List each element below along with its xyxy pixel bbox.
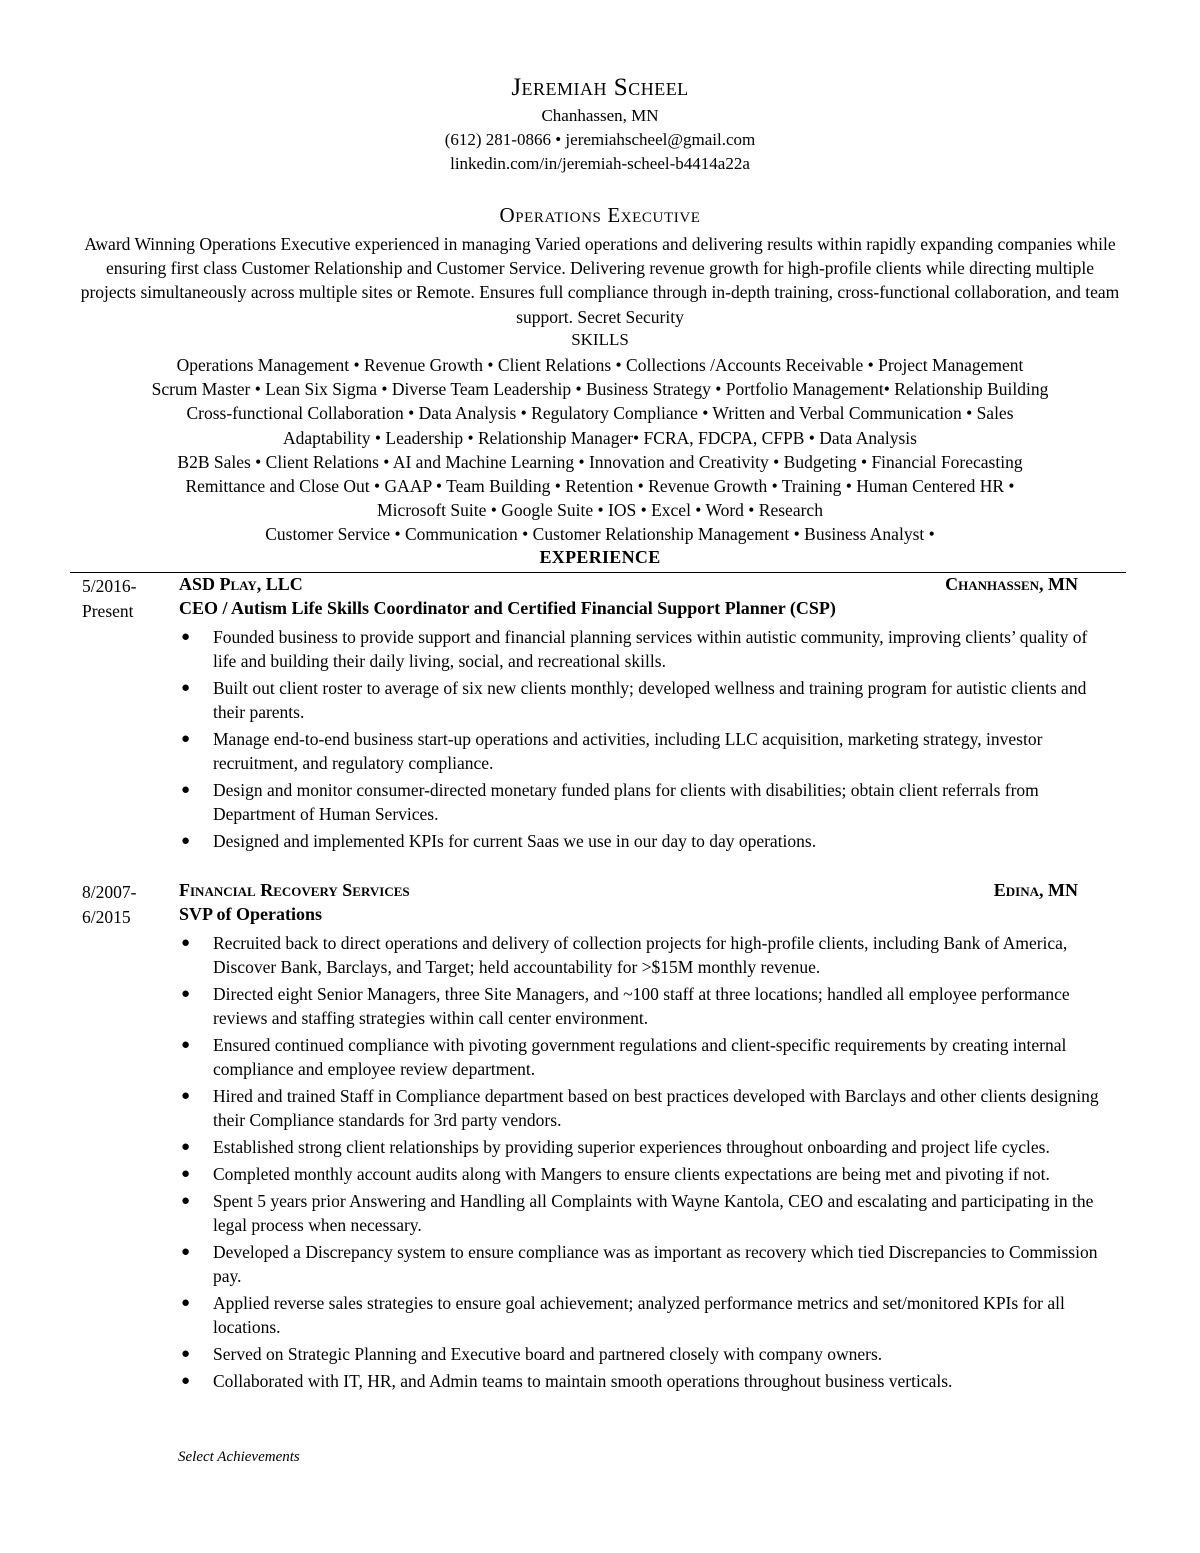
job-start-date: 8/2007- [82, 882, 137, 902]
list-item: ● Completed monthly account audits along with Mangers to ensure clients expectations are being met and pivoting if not. [181, 1164, 1050, 1184]
skills-line: Cross-functional Collaboration • Data Analysis • Regulatory Compliance • Written and Verbal Communication • Sales [186, 403, 1014, 424]
list-item: ● Designed and implemented KPIs for current Saas we use in our day to day operations. [181, 831, 817, 851]
candidate-location: Chanhassen, MN [541, 106, 659, 125]
skills-line: Operations Management • Revenue Growth • Client Relations • Collections /Accounts Receivable • Project Management [176, 355, 1024, 375]
job-dates [82, 880, 172, 929]
skills-line: Remittance and Close Out • GAAP • Team Building • Retention • Revenue Growth • Training • Human Centered HR • [185, 476, 1015, 497]
summary-title: Operations Executive [499, 203, 701, 227]
bullet-icon: ● [181, 986, 191, 1002]
list-item: ● Spent 5 years prior Answering and Handling all Complaints with Wayne Kantola, CEO and escalating and participating in the legal process when necessary. [181, 1191, 1094, 1235]
bullet-icon: ● [181, 1346, 191, 1362]
job-employer: ASD Play, LLC [179, 574, 303, 594]
list-item: ● Applied reverse sales strategies to ensure goal achievement; analyzed performance metrics and set/monitored KPIs for all locations. [181, 1293, 1065, 1337]
skills-list [60, 353, 1140, 547]
job-location: Chanhassen, MN [945, 574, 1078, 594]
section-divider [70, 572, 1126, 573]
job-end-date: Present [82, 600, 134, 621]
candidate-linkedin: linkedin.com/in/jeremiah-scheel-b4414a22a [450, 154, 750, 173]
list-item: ● Built out client roster to average of six new clients monthly; developed wellness and training program for autistic clients and their parents. [181, 678, 1087, 722]
list-item: ● Design and monitor consumer-directed monetary funded plans for clients with disabilities; obtain client referrals from Department of Human Services. [181, 780, 1039, 824]
bullet-icon: ● [181, 782, 191, 798]
job-employer: Financial Recovery Services [179, 880, 410, 900]
bullet-icon: ● [181, 680, 191, 696]
job-role: SVP of Operations [179, 904, 323, 924]
candidate-name: Jeremiah Scheel [511, 74, 689, 101]
skills-line: B2B Sales • Client Relations • AI and Machine Learning • Innovation and Creativity • Budgeting • Financial Forecasting [177, 451, 1023, 472]
bullet-icon: ● [181, 1244, 191, 1260]
list-item: ● Recruited back to direct operations and delivery of collection projects for high-profile clients, including Bank of America, Discover Bank, Barclays, and Target; held accountability for >$15M monthly revenue. [181, 933, 1068, 977]
skills-line: Microsoft Suite • Google Suite • IOS • Excel • Word • Research [377, 500, 823, 521]
list-item: ● Established strong client relationships by providing superior experiences throughout onboarding and project life cycles. [181, 1137, 1050, 1157]
bullet-icon: ● [181, 1373, 191, 1389]
job-dates [82, 574, 172, 623]
bullet-icon: ● [181, 1295, 191, 1311]
bullet-icon: ● [181, 1166, 191, 1182]
list-item: ● Developed a Discrepancy system to ensure compliance was as important as recovery which tied Discrepancies to Commission pay. [181, 1242, 1098, 1286]
list-item: ● Manage end-to-end business start-up operations and activities, including LLC acquisition, marketing strategy, investor recruitment, and regulatory compliance. [181, 729, 1043, 773]
bullet-icon: ● [181, 1139, 191, 1155]
job-end-date: 6/2015 [82, 906, 131, 927]
bullet-icon: ● [181, 833, 191, 849]
skills-line: Adaptability • Leadership • Relationship Manager• FCRA, FDCPA, CFPB • Data Analysis [283, 427, 917, 448]
job-start-date: 5/2016- [82, 576, 137, 596]
skills-line: Customer Service • Communication • Customer Relationship Management • Business Analyst • [265, 524, 935, 545]
job-bullets [179, 625, 1114, 856]
experience-title: EXPERIENCE [539, 547, 661, 567]
list-item: ● Served on Strategic Planning and Executive board and partnered closely with company owners. [181, 1344, 883, 1364]
bullet-icon: ● [181, 1037, 191, 1053]
skills-title: SKILLS [571, 330, 629, 349]
job-location: Edina, MN [993, 880, 1078, 900]
bullet-icon: ● [181, 935, 191, 951]
summary-text: Award Winning Operations Executive experienced in managing Varied operations and delivering results within rapidly expanding companies while ensuring first class Customer Relationship and Customer Service. Delivering revenue growth for high-profile clients while directing multiple projects simultaneously across multiple sites or Remote. Ensures full compliance through in-depth training, cross-functional collaboration, and team support. Secret Security [80, 234, 1120, 327]
list-item: ● Directed eight Senior Managers, three Site Managers, and ~100 staff at three locations; handled all employee performance reviews and staffing strategies within call center environment. [181, 984, 1070, 1028]
candidate-phone-email: (612) 281-0866 • jeremiahscheel@gmail.com [444, 130, 756, 149]
job-role: CEO / Autism Life Skills Coordinator and Certified Financial Support Planner (CSP) [179, 598, 836, 618]
bullet-icon: ● [181, 1088, 191, 1104]
list-item: ● Hired and trained Staff in Compliance department based on best practices developed with Barclays and other clients designing their Compliance standards for 3rd party vendors. [181, 1086, 1099, 1130]
skills-line: Scrum Master • Lean Six Sigma • Diverse Team Leadership • Business Strategy • Portfolio Management• Relationship Building [151, 379, 1049, 400]
bullet-icon: ● [181, 1193, 191, 1209]
list-item: ● Ensured continued compliance with pivoting government regulations and client-specific requirements by creating internal compliance and employee review department. [181, 1035, 1067, 1079]
bullet-icon: ● [181, 731, 191, 747]
select-achievements-label: Select Achievements [178, 1449, 300, 1465]
job-bullets [179, 931, 1114, 1396]
list-item: ● Collaborated with IT, HR, and Admin teams to maintain smooth operations throughout business verticals. [181, 1371, 953, 1391]
bullet-icon: ● [181, 629, 191, 645]
list-item: ● Founded business to provide support and financial planning services within autistic community, improving clients’ quality of life and building their daily living, social, and recreational skills. [181, 627, 1088, 671]
